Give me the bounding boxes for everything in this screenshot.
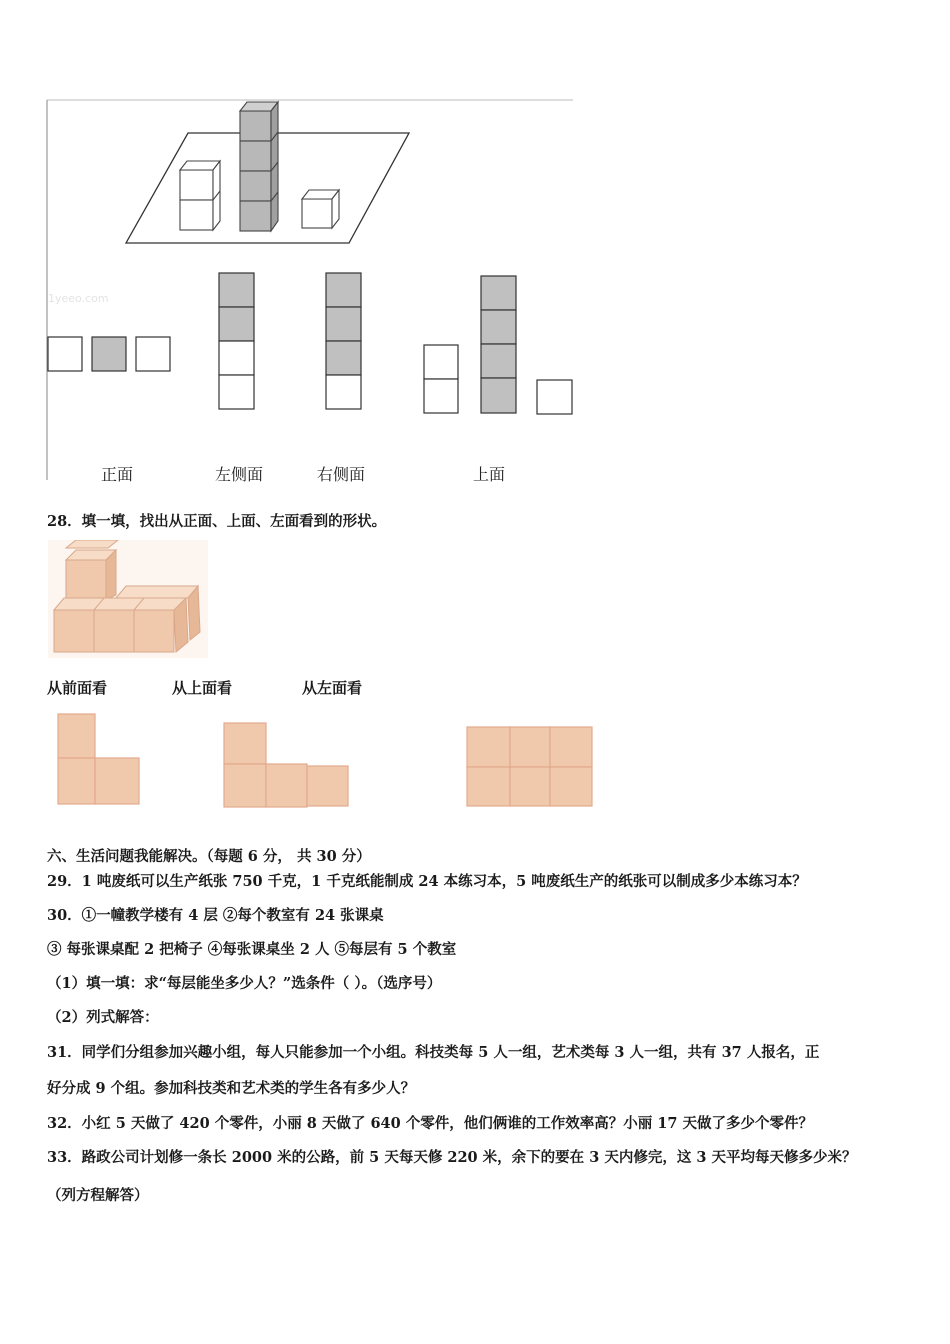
front-cell [58,714,95,758]
question-31-line-1: 31．同学们分组参加兴趣小组，每人只能参加一个小组。科技类每 5 人一组，艺术类每 3 人一组，共有 37 人报名，正 [47,1044,820,1061]
watermark: 1yeeo.com [48,292,109,305]
question-31-line-2: 好分成 9 个组。参加科技类和艺术类的学生各有多少人？ [47,1080,416,1097]
left-side-view [219,273,254,409]
view-label-left-28: 从左面看 [302,679,363,697]
top-view [424,276,572,414]
question-33-line-1: 33．路政公司计划修一条长 2000 米的公路，前 5 天每天修 220 米，余下的要在 3 天内修完，这 3 天平均每天修多少米？ [47,1149,857,1166]
view-label-right: 右侧面 [317,465,366,484]
view-label-front-28: 从前面看 [47,679,108,697]
view-label-left: 左侧面 [215,465,264,484]
answer-views-28 [48,708,608,812]
section-6-heading: 六、生活问题我能解决。（每题 6 分， 共 30 分） [47,848,371,865]
question-30-conditions-2: ③ 每张课桌配 2 把椅子 ④每张课桌坐 2 人 ⑤每层有 5 个教室 [47,941,457,958]
right-side-view [326,273,361,409]
question-32: 32．小红 5 天做了 420 个零件，小丽 8 天做了 640 个零件，他们俩谁的工作效率高？小丽 17 天做了多少个零件？ [47,1115,814,1132]
question-30-part-2: （2）列式解答： [47,1009,159,1026]
question-33-line-2: （列方程解答） [47,1187,149,1204]
question-29: 29．1 吨废纸可以生产纸张 750 千克，1 千克纸能制成 24 本练习本，5 吨废纸生产的纸张可以制成多少本练习本？ [47,873,807,890]
question-30-part-1: （1）填一填：求“每层能坐多少人？”选条件（ ）。（选序号） [47,975,442,992]
single-cube [302,190,339,228]
front-view [48,337,170,371]
question-28: 28．填一填，找出从正面、上面、左面看到的形状。 [47,513,387,530]
view-label-top: 上面 [473,465,506,484]
question-30-conditions-1: 30．①一幢教学楼有 4 层 ②每个教室有 24 张课桌 [47,907,384,924]
left-stack [180,161,220,230]
view-label-front: 正面 [101,465,134,484]
view-label-top-28: 从上面看 [172,679,233,697]
tall-stack [240,102,278,231]
cube-solid-3d [48,540,208,658]
cube-views-figure [40,95,580,490]
